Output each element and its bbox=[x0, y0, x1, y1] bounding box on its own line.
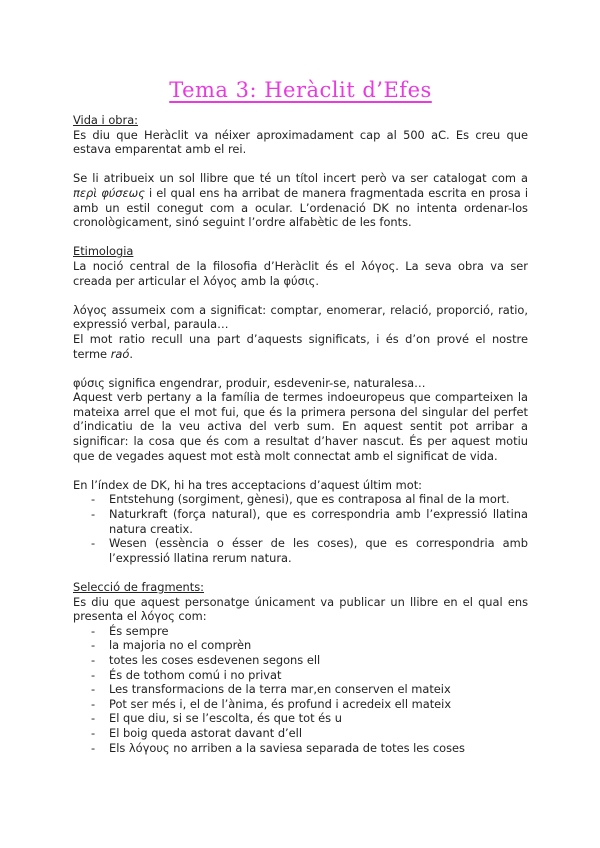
paragraph: La noció central de la filosofia d’Heràclit és el λόγος. La seva obra va ser creada per articular el λόγος amb la φύσις. bbox=[73, 258, 528, 288]
document-body bbox=[73, 113, 528, 755]
fragments-list bbox=[73, 624, 528, 755]
paragraph bbox=[73, 332, 528, 361]
paragraph: φύσις significa engendrar, produir, esdevenir-se, naturalesa… bbox=[73, 375, 426, 390]
list-item: - Els λόγους no arriben a la saviesa separada de totes les coses bbox=[73, 741, 528, 756]
section-heading-etimologia: Etimologia bbox=[73, 244, 134, 259]
emphasis: raó bbox=[110, 346, 130, 361]
section-heading-seleccio: Selecció de fragments: bbox=[73, 580, 205, 594]
section-heading-vida: Vida i obra: bbox=[73, 113, 139, 127]
list-item: - Wesen (essència o ésser de les coses), que es correspondria amb l’expressió llatina rerum natura. bbox=[73, 536, 528, 565]
paragraph: Aquest verb pertany a la família de termes indoeuropeus que comparteixen la mateixa arrel que el mot fui, que és la primera persona del singular del perfet d’indicatiu de la veu activa del verb sum. En aquest sentit pot arribar a significar: la cosa que és com a resultat d’haver nascut. És per aquest motiu que de vegades aquest mot està molt connectat amb el significat de vida. bbox=[73, 390, 528, 463]
text-span: . bbox=[129, 346, 133, 361]
list-item: - És de tothom comú i no privat bbox=[73, 668, 528, 683]
list-item: - totes les coses esdevenen segons ell bbox=[73, 653, 528, 668]
list-item: - El boig queda astorat davant d’ell bbox=[73, 726, 528, 741]
acceptions-list bbox=[73, 492, 528, 565]
page-title: Tema 3: Heràclit d’Efes bbox=[169, 78, 432, 102]
paragraph: Es diu que aquest personatge únicament va publicar un llibre en el qual ens presenta el λόγος com: bbox=[73, 594, 528, 624]
list-item: - Les transformacions de la terra mar,en conserven el mateix bbox=[73, 682, 528, 697]
text-span: i el qual ens ha arribat de manera fragmentada escrita en prosa i amb un estil conegut com a ocular. L’ordenació DK no intenta ordenar-los cronològicament, sinó seguint l’ordre alfabètic de les fonts. bbox=[73, 185, 528, 230]
list-item: - Pot ser més i, el de l’ànima, és profund i acredeix ell mateix bbox=[73, 697, 528, 712]
paragraph: Es diu que Heràclit va néixer aproximadament cap al 500 aC. Es creu que estava emparentat amb el rei. bbox=[73, 127, 528, 157]
paragraph: En l’índex de DK, hi ha tres acceptacions d’aquest últim mot: bbox=[73, 477, 423, 492]
list-item: - Entstehung (sorgiment, gènesi), que es contraposa al final de la mort. bbox=[73, 492, 528, 507]
list-item: - la majoria no el comprèn bbox=[73, 638, 528, 653]
greek-title: περὶ φύσεως bbox=[73, 185, 145, 200]
paragraph bbox=[73, 171, 528, 229]
list-item: - El que diu, si se l’escolta, és que tot és u bbox=[73, 711, 528, 726]
list-item: - És sempre bbox=[73, 624, 528, 639]
text-span: El mot ratio recull una part d’aquests significats, i és d’on prové el nostre terme bbox=[73, 331, 528, 361]
list-item: - Naturkraft (força natural), que es correspondria amb l’expressió llatina natura creatix. bbox=[73, 507, 528, 536]
text-span: Se li atribueix un sol llibre que té un títol incert però va ser catalogat com a bbox=[73, 171, 528, 186]
paragraph: λόγος assumeix com a significat: comptar, enomerar, relació, proporció, ratio, expressió verbal, paraula… bbox=[73, 302, 528, 332]
